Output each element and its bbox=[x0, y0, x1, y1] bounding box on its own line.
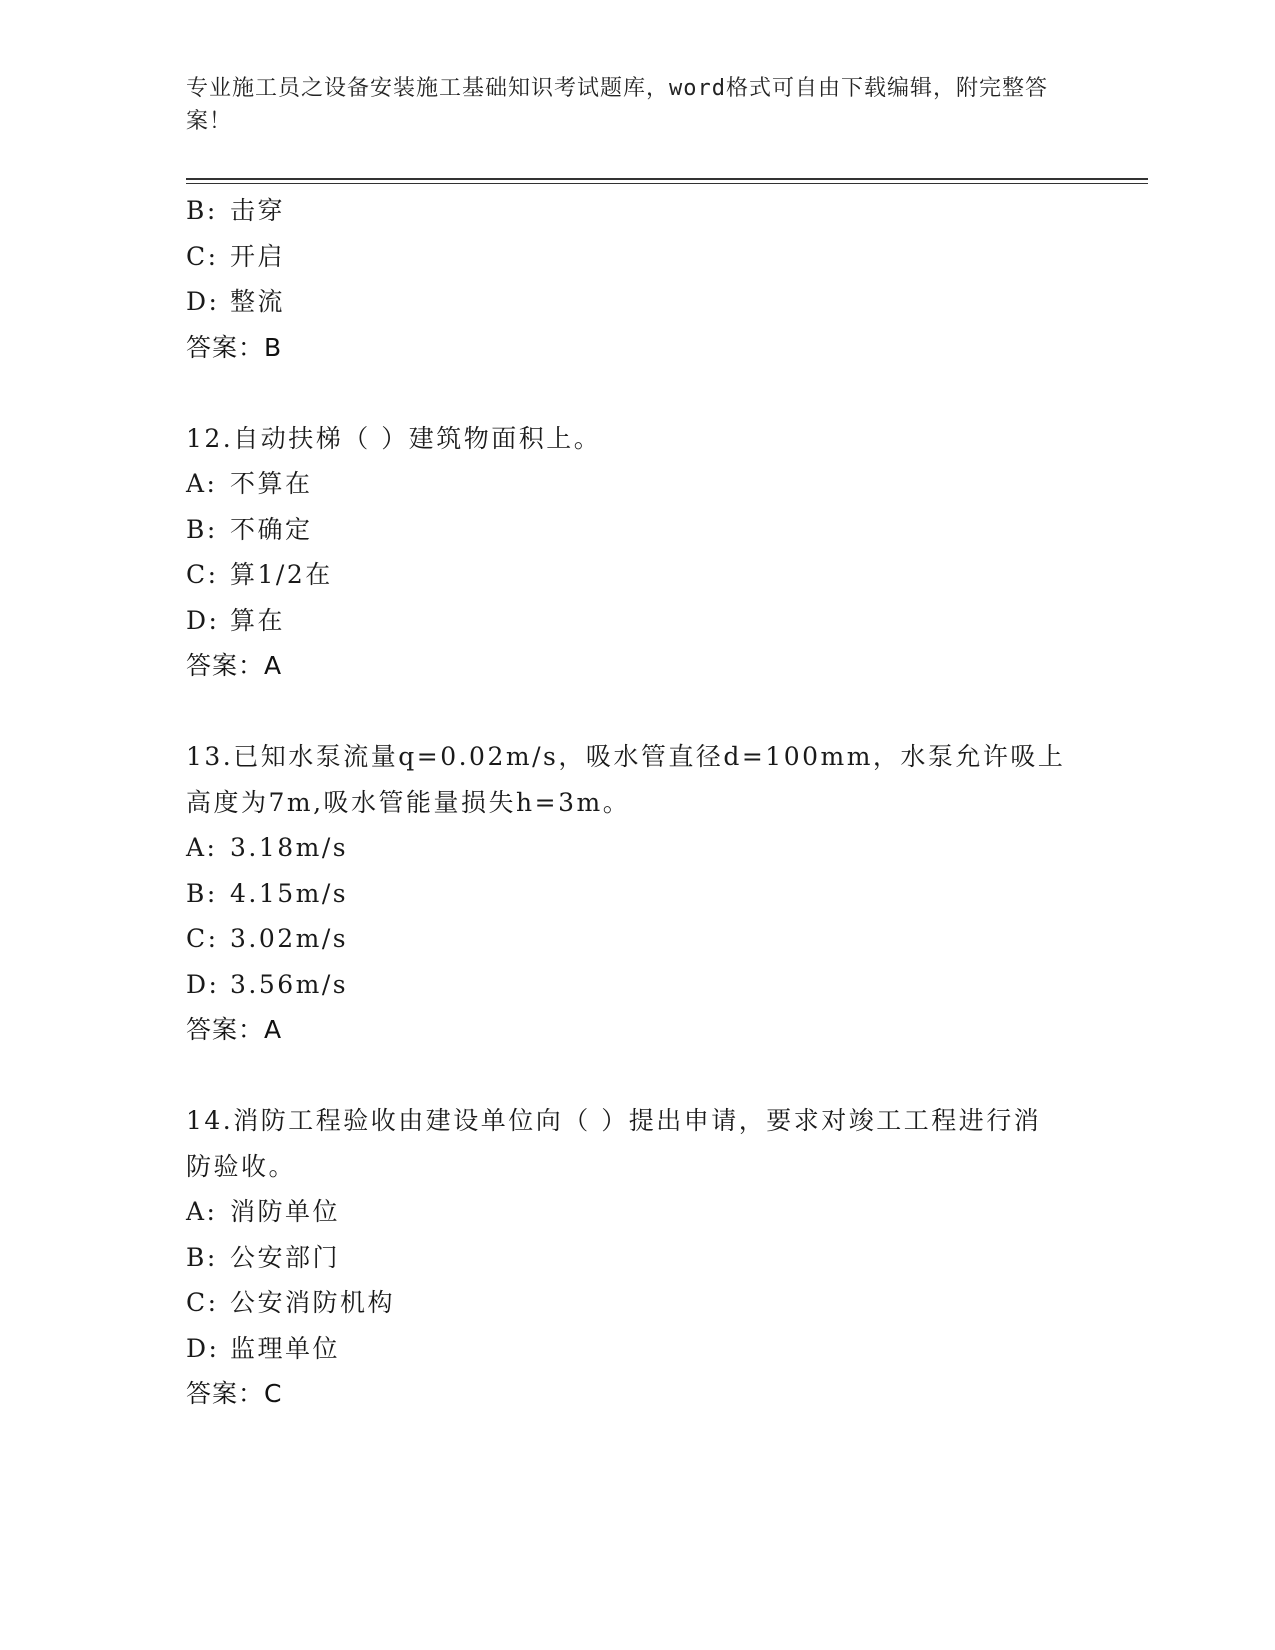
option-text: 3.18m/s bbox=[230, 833, 349, 862]
option-text: 3.56m/s bbox=[230, 969, 349, 999]
option-c bbox=[186, 1280, 1066, 1326]
option-c bbox=[186, 234, 1066, 280]
option-d bbox=[186, 1326, 1066, 1372]
option-text: 4.15m/s bbox=[230, 878, 349, 908]
spacer bbox=[186, 1053, 1066, 1099]
option-c bbox=[186, 552, 1066, 598]
option-text: 整流 bbox=[230, 287, 286, 316]
option-text: 不算在 bbox=[230, 469, 313, 498]
option-a bbox=[186, 825, 1066, 871]
answer-line: 答案：A bbox=[186, 651, 283, 680]
question-14 bbox=[186, 1098, 1066, 1417]
question-stem: 13.已知水泵流量q=0.02m/s，吸水管直径d=100mm，水泵允许吸上高度为7m,吸水管能量损失h=3m。 bbox=[186, 742, 1066, 817]
question-list bbox=[186, 188, 1066, 1417]
option-d bbox=[186, 598, 1066, 644]
option-d bbox=[186, 279, 1066, 325]
option-text: 算1/2在 bbox=[230, 560, 333, 589]
option-key: D: bbox=[186, 605, 220, 635]
spacer bbox=[186, 689, 1066, 735]
option-key: C: bbox=[186, 241, 219, 271]
option-key: B: bbox=[186, 1242, 218, 1272]
option-key: D: bbox=[186, 969, 220, 999]
option-c bbox=[186, 916, 1066, 962]
option-text: 监理单位 bbox=[230, 1333, 341, 1363]
option-key: D: bbox=[186, 1333, 220, 1363]
option-key: A: bbox=[186, 833, 218, 862]
option-text: 公安部门 bbox=[230, 1242, 341, 1272]
option-text: 击穿 bbox=[230, 196, 286, 225]
question-stem: 14.消防工程验收由建设单位向（ ）提出申请，要求对竣工工程进行消防验收。 bbox=[186, 1106, 1042, 1181]
option-b bbox=[186, 507, 1066, 553]
option-text: 3.02m/s bbox=[230, 924, 349, 953]
question-continued bbox=[186, 188, 1066, 370]
option-b bbox=[186, 871, 1066, 917]
document-header-title: 专业施工员之设备安装施工基础知识考试题库，word格式可自由下载编辑，附完整答案！ bbox=[186, 76, 1048, 134]
option-b bbox=[186, 1235, 1066, 1281]
option-d bbox=[186, 962, 1066, 1008]
answer-line: 答案：B bbox=[186, 332, 283, 362]
question-13 bbox=[186, 734, 1066, 1053]
option-text: 不确定 bbox=[230, 514, 313, 544]
option-text: 算在 bbox=[230, 605, 286, 635]
option-key: A: bbox=[186, 469, 218, 498]
option-key: B: bbox=[186, 196, 218, 225]
option-key: C: bbox=[186, 1288, 219, 1317]
option-key: B: bbox=[186, 514, 218, 544]
answer-line: 答案：A bbox=[186, 1015, 283, 1044]
option-text: 开启 bbox=[230, 241, 286, 271]
question-12 bbox=[186, 416, 1066, 689]
question-stem: 12.自动扶梯（ ）建筑物面积上。 bbox=[186, 423, 602, 453]
option-b bbox=[186, 188, 1066, 234]
option-a bbox=[186, 1189, 1066, 1235]
spacer bbox=[186, 370, 1066, 416]
option-key: D: bbox=[186, 287, 220, 316]
option-text: 消防单位 bbox=[230, 1197, 341, 1226]
header-divider-thin bbox=[186, 183, 1148, 184]
option-text: 公安消防机构 bbox=[230, 1288, 396, 1317]
option-key: C: bbox=[186, 560, 219, 589]
option-key: A: bbox=[186, 1197, 218, 1226]
option-key: C: bbox=[186, 924, 219, 953]
header-divider bbox=[186, 178, 1148, 180]
answer-line: 答案：C bbox=[186, 1379, 283, 1408]
option-key: B: bbox=[186, 878, 218, 908]
option-a bbox=[186, 461, 1066, 507]
